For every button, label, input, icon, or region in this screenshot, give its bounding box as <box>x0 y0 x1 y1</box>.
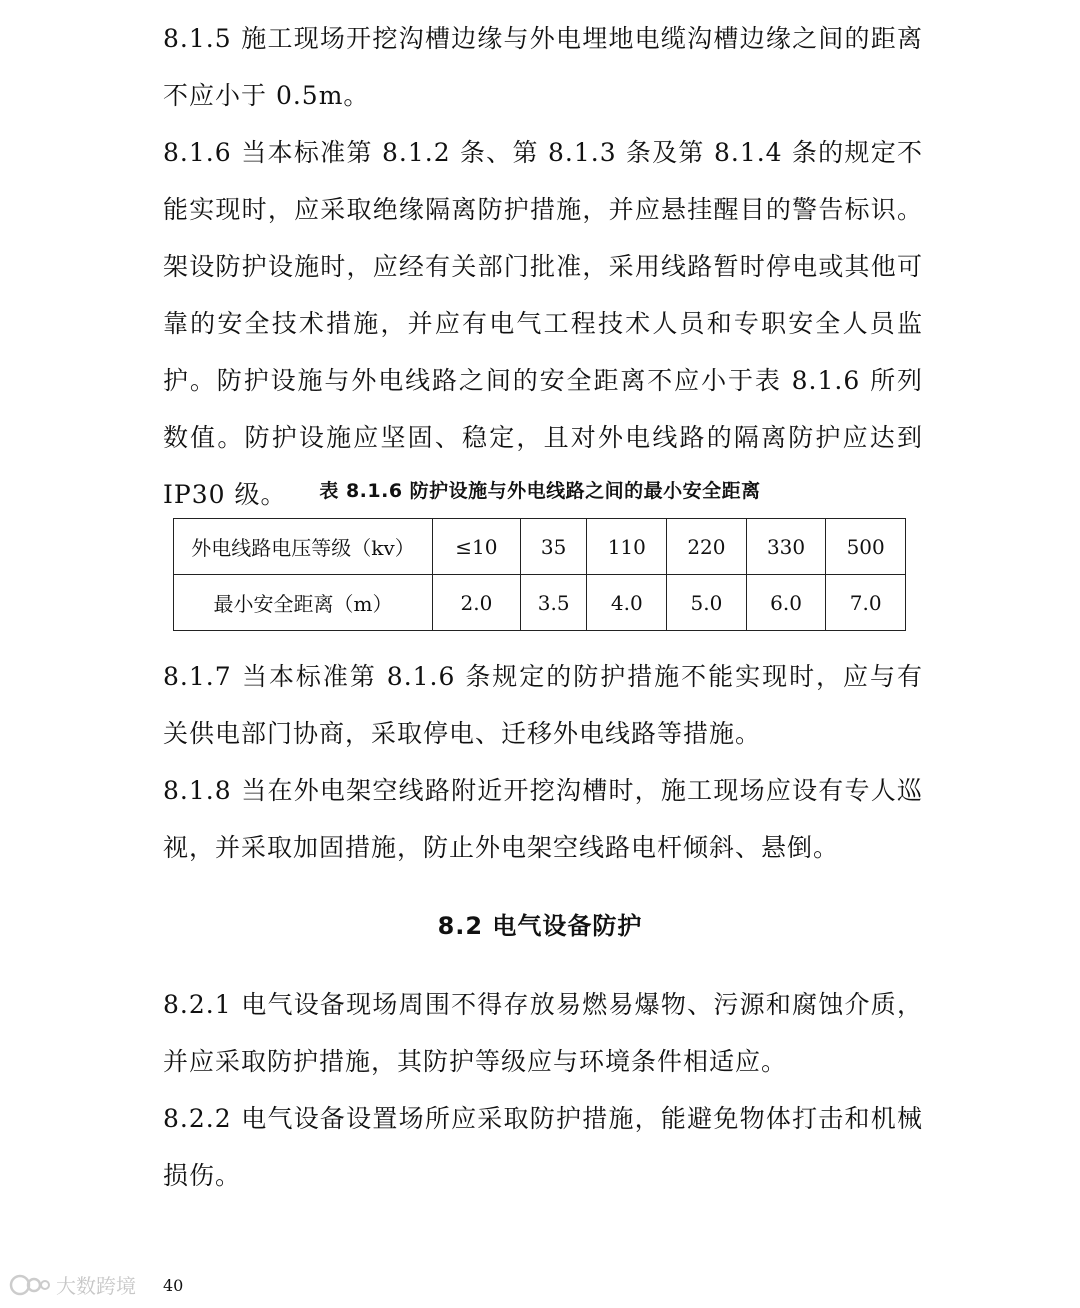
table-caption: 表 8.1.6 防护设施与外电线路之间的最小安全距离 <box>319 480 761 502</box>
table-cell: 5.0 <box>667 575 747 631</box>
clause-8-2-2 <box>163 1090 923 1204</box>
watermark <box>8 1270 136 1299</box>
page-number: 40 <box>163 1276 184 1295</box>
table-row-voltage <box>174 519 906 575</box>
clause-8-1-7 <box>163 648 923 762</box>
table-cell: 6.0 <box>746 575 826 631</box>
clause-text: 当在外电架空线路附近开挖沟槽时，施工现场应设有专人巡视，并采取加固措施，防止外电架空线路电杆倾斜、悬倒。 <box>163 776 923 862</box>
clause-number: 8.1.7 <box>163 662 232 691</box>
table-cell: 220 <box>667 519 747 575</box>
clause-8-1-6 <box>163 124 923 523</box>
clause-text: 当本标准第 8.1.6 条规定的防护措施不能实现时，应与有关供电部门协商，采取停电、迁移外电线路等措施。 <box>163 662 923 748</box>
table-cell: 2.0 <box>433 575 521 631</box>
table-cell: 110 <box>587 519 667 575</box>
clause-text: 当本标准第 8.1.2 条、第 8.1.3 条及第 8.1.4 条的规定不能实现时，应采取绝缘隔离防护措施，并应悬挂醒目的警告标识。架设防护设施时，应经有关部门批准，采用线路暂时停电或其他可靠的安全技术措施，并应有电气工程技术人员和专职安全人员监护。防护设施与外电线路之间的安全距离不应小于表 8.1.6 所列数值。防护设施应坚固、稳定，且对外电线路的隔离防护应达到 IP30 级。 <box>163 138 923 509</box>
section-title: 8.2 电气设备防护 <box>437 912 643 940</box>
clause-number: 8.1.8 <box>163 776 232 805</box>
clause-text: 电气设备现场周围不得存放易燃易爆物、污源和腐蚀介质，并应采取防护措施，其防护等级应与环境条件相适应。 <box>163 990 923 1076</box>
clause-number: 8.2.2 <box>163 1104 232 1133</box>
clause-number: 8.2.1 <box>163 990 232 1019</box>
clause-text: 电气设备设置场所应采取防护措施，能避免物体打击和机械损伤。 <box>163 1104 923 1190</box>
table-row-label: 外电线路电压等级（kv） <box>174 519 433 575</box>
clause-text: 施工现场开挖沟槽边缘与外电埋地电缆沟槽边缘之间的距离不应小于 0.5m。 <box>163 24 923 110</box>
clause-8-1-5 <box>163 10 923 124</box>
watermark-text: 大数跨境 <box>56 1274 136 1298</box>
table-cell: ≤10 <box>433 519 521 575</box>
safety-distance-table <box>173 518 906 631</box>
table-row-distance <box>174 575 906 631</box>
logo-icon <box>8 1273 52 1297</box>
clause-number: 8.1.5 <box>163 24 232 53</box>
table-cell: 3.5 <box>520 575 587 631</box>
clause-8-2-1 <box>163 976 923 1090</box>
clause-8-1-8 <box>163 762 923 876</box>
table-cell: 330 <box>746 519 826 575</box>
table-cell: 35 <box>520 519 587 575</box>
table-cell: 4.0 <box>587 575 667 631</box>
table-cell: 7.0 <box>826 575 906 631</box>
table-cell: 500 <box>826 519 906 575</box>
table-row-label: 最小安全距离（m） <box>174 575 433 631</box>
clause-number: 8.1.6 <box>163 138 232 167</box>
